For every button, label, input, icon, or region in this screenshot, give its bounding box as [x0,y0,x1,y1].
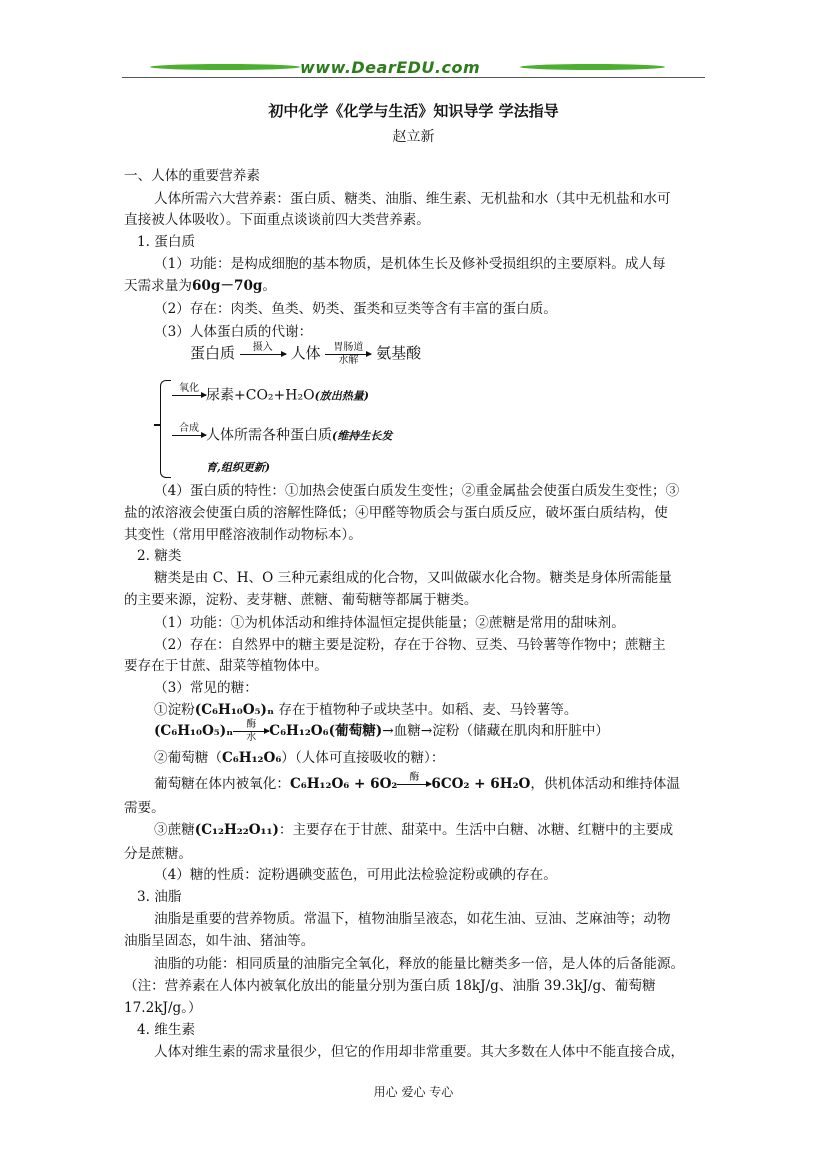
text-line: 分是蔗糖。 [124,846,192,862]
arrow-intake [240,343,286,366]
document-title: 初中化学《化学与生活》知识导学 学法指导 [268,102,559,120]
text-line: 油脂呈固态，如牛油、猪油等。 [124,933,315,949]
formula-chain-start: (C₆H₁₀O₅)ₙ [154,723,234,739]
arrow-label: 酶 [246,719,257,730]
formula-glucose: C₆H₁₂O₆ [221,750,282,766]
header-swoosh-right [520,64,665,70]
arrow-digest [325,343,371,366]
text-line: 4. 维生素 [137,1022,196,1038]
diagram-growth: (维持生长发 [332,429,393,443]
header-rule [122,77,705,78]
diagram-brace-tip [154,424,160,426]
chain-arrow-1: → [382,723,394,739]
diagram-urea: 尿素+CO₂+H₂O [206,387,315,404]
arrow-synthesis [172,424,206,447]
text-line: 油脂的功能：相同质量的油脂完全氧化，释放的能量比糖类多一倍，是人体的后备能源。 [154,956,685,972]
diagram-body: 人体 [290,344,321,362]
text-line: （4）糖的性质：淀粉遇碘变蓝色，可用此法检验淀粉或碘的存在。 [154,867,557,883]
text-line: 人体对维生素的需求量很少，但它的作用却非常重要。其大多数在人体中不能直接合成， [154,1044,685,1060]
arrow-oxidation [172,384,206,407]
site-logo: www.DearEDU.com [300,58,481,77]
arrow-label: 氧化 [179,383,199,394]
text-line: （2）存在：自然界中的糖主要是淀粉，存在于谷物、豆类、马铃薯等作物中；蔗糖主 [154,637,666,653]
text-segment: 葡萄糖在体内被氧化： [154,776,290,792]
diagram-heat: (放出热量) [314,389,369,403]
formula-glucose: C₆H₁₂O₆ [269,723,329,739]
text-line [154,819,673,841]
chain-storage-note: （储藏在肌肉和肝脏中） [459,723,609,739]
text-line: 一、人体的重要营养素 [124,168,260,184]
text-line: 油脂是重要的营养物质。常温下，植物油脂呈液态，如花生油、豆油、芝麻油等；动物 [154,911,671,927]
formula-oxidation-right: 6CO₂ + 6H₂O [431,776,531,792]
formula-protein-amount: 60g－70g [191,278,263,294]
diagram-brace [160,380,171,478]
diagram-amino-acid: 氨基酸 [376,344,422,362]
text-line [154,699,577,721]
formula-glucose-name: (葡萄糖) [328,723,383,739]
text-segment: ②葡萄糖（ [154,750,222,766]
chain-blood-sugar: 血糖 [393,723,421,739]
text-segment: 天需求量为 [124,278,192,294]
text-line: 2. 糖类 [137,548,182,564]
text-line: （3）人体蛋白质的代谢： [154,324,313,340]
text-line: （注：营养素在人体内被氧化放出的能量分别为蛋白质 18kJ/g、油脂 39.3kJ/g、葡萄糖 [124,978,656,994]
diagram-growth-cont: 育,组织更新) [206,461,271,474]
text-segment: 。 [262,278,277,294]
arrow-label: 水解 [338,354,359,366]
text-line: 其变性（常用甲醛溶液制作动物标本）。 [124,527,362,543]
chain-starch: 淀粉 [432,723,460,739]
text-line: 的主要来源，淀粉、麦芽糖、蔗糖、葡萄糖等都属于糖类。 [124,592,478,608]
text-segment: ，供机体活动和维持体温 [530,776,680,792]
chain-arrow-2: → [420,723,433,739]
arrow-enzyme-water [233,720,269,743]
text-line: （1）功能：①为机体活动和维持体温恒定提供能量；②蔗糖是常用的甜味剂。 [154,615,625,631]
text-segment: ）（人体可直接吸收的糖）： [281,750,445,766]
text-line: （3）常见的糖： [154,680,258,696]
text-line [154,747,444,769]
text-line: 17.2kJ/g。） [124,1000,202,1016]
arrow-label: 酶 [409,772,420,783]
arrow-label: 合成 [179,423,199,434]
text-line: 盐的浓溶液会使蛋白质的溶解性降低；④甲醛等物质会与蛋白质反应，破坏蛋白质结构，使 [124,505,668,521]
formula-sucrose: (C₁₂H₂₂O₁₁) [194,822,279,838]
text-segment: ①淀粉 [154,702,195,718]
diagram-proteins: 人体所需各种蛋白质 [206,427,332,444]
text-line: 3. 油脂 [137,889,182,905]
text-line: 糖类是由 C、H、O 三种元素组成的化合物，又叫做碳水化合物。糖类是身体所需能量 [154,570,672,586]
text-line [124,275,276,297]
text-line: 直接被人体吸收）。下面重点谈谈前四大类营养素。 [124,212,430,228]
metabolism-diagram [190,342,421,366]
arrow-label: 胃肠道 [333,341,364,353]
arrow-label: 摄入 [252,341,273,353]
text-line: （2）存在：肉类、鱼类、奶类、蛋类和豆类等含有丰富的蛋白质。 [154,301,557,317]
formula-oxidation-left: C₆H₁₂O₆ + 6O₂ [289,776,398,792]
diagram-synthesis-row [172,424,392,447]
diagram-protein: 蛋白质 [190,344,236,362]
text-segment: ③蔗糖 [154,822,195,838]
text-line: 需要。 [124,800,165,816]
formula-starch: (C₆H₁₀O₅)ₙ [194,702,275,718]
arrow-label: 水 [246,732,257,743]
text-line: 人体所需六大营养素：蛋白质、糖类、油脂、维生素、无机盐和水（其中无机盐和水可 [154,191,671,207]
page-footer: 用心 爱心 专心 [373,1085,454,1099]
arrow-enzyme [397,773,431,796]
header-swoosh-left [150,64,300,70]
text-line [154,773,680,796]
diagram-oxidation-row [172,384,369,407]
document-author: 赵立新 [392,129,435,145]
text-line: （1）功能：是构成细胞的基本物质，是机体生长及修补受损组织的主要原料。成人每 [154,256,666,272]
text-line: 1. 蛋白质 [137,234,196,250]
text-segment: 存在于植物种子或块茎中。如稻、麦、马铃薯等。 [278,702,578,718]
text-line: （4）蛋白质的特性：①加热会使蛋白质发生变性；②重金属盐会使蛋白质发生变性；③ [154,483,680,499]
formula-chain [154,720,609,743]
text-segment: ：主要存在于甘蔗、甜菜中。生活中白糖、冰糖、红糖中的主要成 [278,822,674,838]
text-line: 要存在于甘蔗、甜菜等植物体中。 [124,658,328,674]
